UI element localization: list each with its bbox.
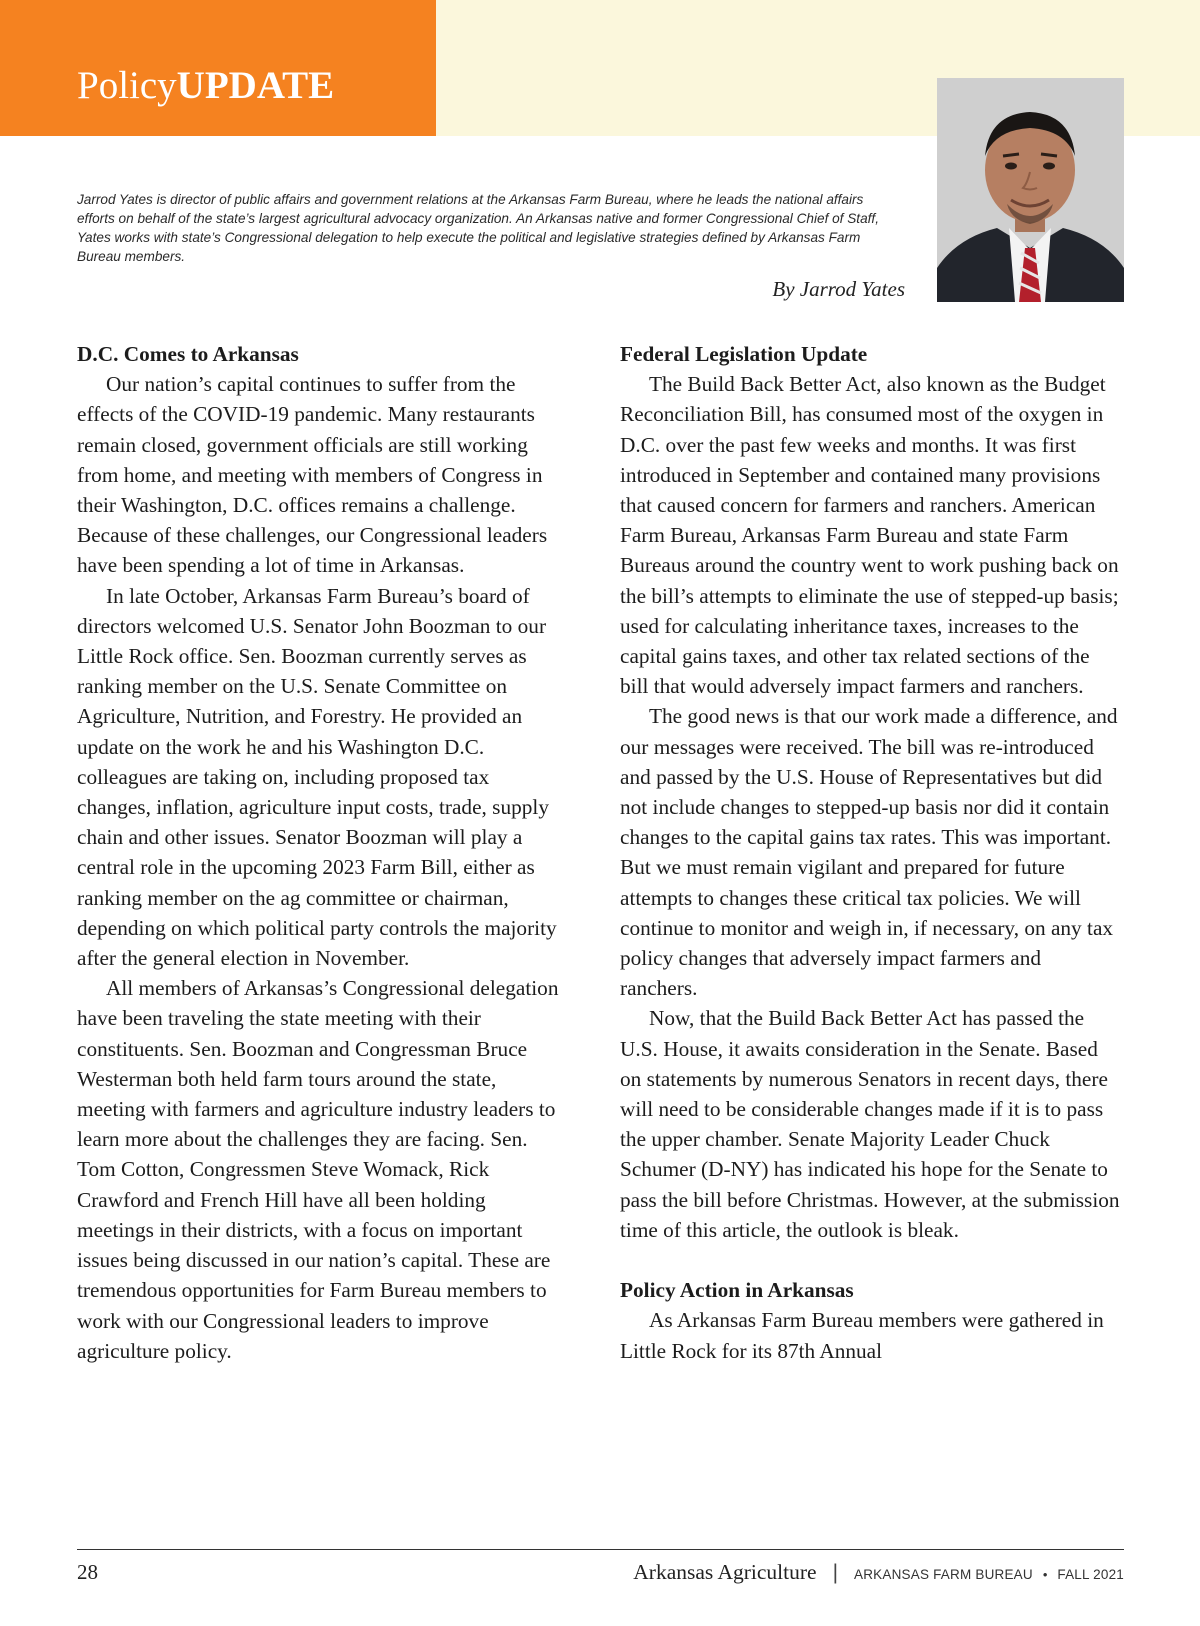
paragraph: The Build Back Better Act, also known as the Budget Reconciliation Bill, has consumed most of the oxygen in D.C. over the past few weeks and months. It was first introduced in September and contained many provisions that caused concern for farmers and ranchers. American Farm Bureau, Arkansas Farm Bureau and state Farm Bureaus around the country went to work pushing back on the bill’s attempts to eliminate the use of stepped-up basis; used for calculating inheritance taxes, increases to the capital gains taxes, and other tax related sections of the bill that would adversely impact farmers and ranchers. [620, 372, 1119, 699]
author-portrait-icon [937, 78, 1124, 302]
heading-dc-comes-to-arkansas: D.C. Comes to Arkansas [77, 342, 299, 366]
byline: By Jarrod Yates [772, 277, 905, 301]
magazine-name: Arkansas Agriculture [633, 1560, 817, 1584]
paragraph: Our nation’s capital continues to suffer from the effects of the COVID-19 pandemic. Many restaurants remain closed, government officials are still working from home, and meeting with members of Congress in their Washington, D.C. offices remains a challenge. Because of these challenges, our Congressional leaders have been spending a lot of time in Arkansas. [77, 372, 548, 578]
footer-publication [633, 1560, 1124, 1585]
footer-bullet: • [1042, 1567, 1048, 1582]
paragraph: The good news is that our work made a difference, and our messages were received. The bill was re-introduced and passed by the U.S. House of Representatives but did not include changes to stepped-up basis nor did it contain changes to the capital gains tax rates. This was important. But we must remain vigilant and prepared for future attempts to changes these critical tax policies. We will continue to monitor and weigh in, if necessary, on any tax policy changes that adversely impact farmers and ranchers. [620, 704, 1118, 1001]
paragraph: As Arkansas Farm Bureau members were gathered in Little Rock for its 87th Annual [620, 1308, 1104, 1363]
section-title-bold: UPDATE [176, 64, 335, 107]
author-photo [937, 78, 1124, 302]
organization-name: ARKANSAS FARM BUREAU [854, 1567, 1033, 1582]
section-spacer [620, 1245, 1120, 1275]
paragraph: In late October, Arkansas Farm Bureau’s board of directors welcomed U.S. Senator John Boozman to our Little Rock office. Sen. Boozman currently serves as ranking member on the U.S. Senate Committee on Agriculture, Nutrition, and Forestry. He provided an update on the work he and his Washington D.C. colleagues are taking on, including proposed tax changes, inflation, agriculture input costs, trade, supply chain and other issues. Senator Boozman will play a central role in the upcoming 2023 Farm Bill, either as ranking member on the ag committee or chairman, depending on which political party controls the majority after the general election in November. [77, 583, 557, 971]
heading-federal-legislation-update: Federal Legislation Update [620, 342, 868, 366]
section-title [77, 66, 334, 105]
paragraph: Now, that the Build Back Better Act has passed the U.S. House, it awaits consideration in the Senate. Based on statements by numerous Senators in recent days, there will need to be considerable changes made if it is to pass the upper chamber. Senate Majority Leader Chuck Schumer (D-NY) has indicated his hope for the Senate to pass the bill before Christmas. However, at the submission time of this article, the outlook is bleak. [620, 1006, 1120, 1242]
footer-separator: | [832, 1561, 839, 1584]
footer-divider [77, 1549, 1124, 1550]
section-title-light: Policy [77, 64, 177, 107]
paragraph: All members of Arkansas’s Congressional delegation have been traveling the state meeting with their constituents. Sen. Boozman and Congressman Bruce Westerman both held farm tours around the state, meeting with farmers and agriculture industry leaders to learn more about the challenges they are facing. Sen. Tom Cotton, Congressmen Steve Womack, Rick Crawford and French Hill have all been holding meetings in their districts, with a focus on important issues being discussed in our nation’s capital. These are tremendous opportunities for Farm Bureau members to work with our Congressional leaders to improve agriculture policy. [77, 976, 559, 1363]
issue-season: FALL 2021 [1057, 1567, 1124, 1582]
page-number: 28 [77, 1560, 98, 1584]
heading-policy-action-in-arkansas: Policy Action in Arkansas [620, 1278, 854, 1303]
author-bio: Jarrod Yates is director of public affairs and government relations at the Arkansas Farm Bureau, where he leads the national affairs efforts on behalf of the state’s largest agricultural advocacy organization. An Arkansas native and former Congressional Chief of Staff, Yates works with state’s Congressional delegation to help execute the political and legislative strategies defined by Arkansas Farm Bureau members. [77, 192, 879, 264]
left-column [77, 339, 567, 1366]
right-column [620, 339, 1120, 1366]
